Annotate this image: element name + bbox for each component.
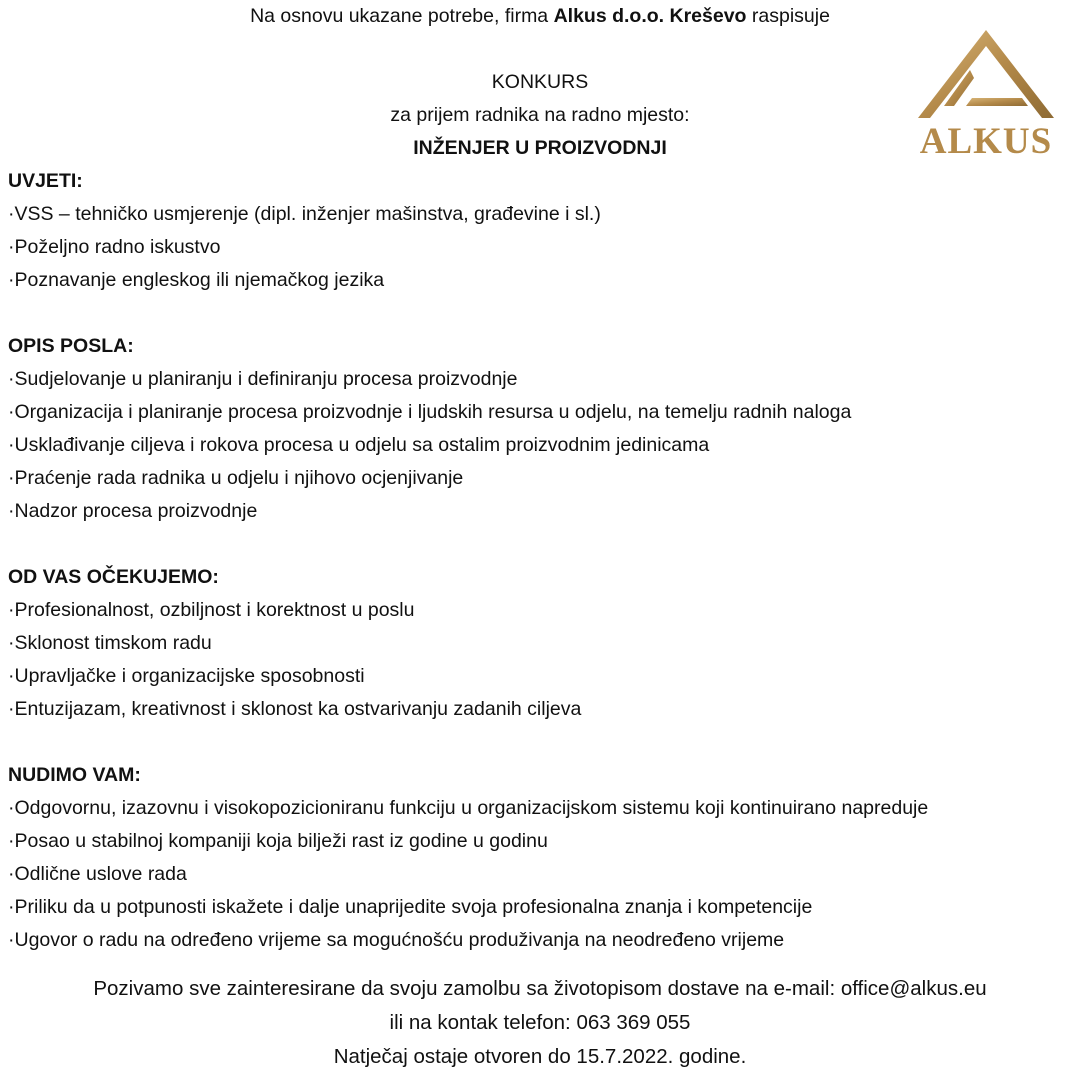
section-heading: NUDIMO VAM: <box>8 764 141 786</box>
triangle-logo-icon <box>914 26 1058 122</box>
list-item: ·Upravljačke i organizacijske sposobnosti <box>8 665 365 687</box>
list-item: ·Sklonost timskom radu <box>8 632 212 654</box>
title-konkurs: KONKURS <box>491 71 589 93</box>
list-item: ·Odgovornu, izazovnu i visokopozicioniranu funkciju u organizacijskom sistemu koji kontinuirano napreduje <box>8 797 929 819</box>
list-item: ·Nadzor procesa proizvodnje <box>8 500 258 522</box>
list-item: ·Poželjno radno iskustvo <box>8 236 221 258</box>
sections-container <box>8 165 1078 990</box>
footer-deadline: Natječaj ostaje otvoren do 15.7.2022. godine. <box>333 1045 747 1068</box>
list-item: ·Priliku da u potpunosti iskažete i dalje unaprijedite svoja profesionalna znanja i kompetencije <box>8 896 813 918</box>
list-item: ·Entuzijazam, kreativnost i sklonost ka ostvarivanju zadanih ciljeva <box>8 698 582 720</box>
list-item: ·Praćenje rada radnika u odjelu i njihovo ocjenjivanje <box>8 467 464 489</box>
section-opis-posla <box>8 330 1078 528</box>
intro-prefix: Na osnovu ukazane potrebe, firma <box>250 5 554 27</box>
footer-phone: ili na kontak telefon: 063 369 055 <box>389 1011 691 1034</box>
list-item: ·Ugovor o radu na određeno vrijeme sa mogućnošću produživanja na neodređeno vrijeme <box>8 929 785 951</box>
footer-invitation: Pozivamo sve zainteresirane da svoju zamolbu sa životopisom dostave na e-mail: office@alkus.eu <box>93 977 987 1000</box>
section-heading: UVJETI: <box>8 170 83 192</box>
section-heading: OPIS POSLA: <box>8 335 134 357</box>
logo-text: ALKUS <box>919 121 1053 162</box>
title-subtitle: za prijem radnika na radno mjesto: <box>390 104 690 126</box>
company-name: Alkus d.o.o. Kreševo <box>553 5 747 27</box>
section-uvjeti <box>8 165 1078 297</box>
list-item: ·VSS – tehničko usmjerenje (dipl. inženjer mašinstva, građevine i sl.) <box>8 203 601 225</box>
list-item: ·Organizacija i planiranje procesa proizvodnje i ljudskih resursa u odjelu, na temelju radnih naloga <box>8 401 852 423</box>
section-nudimo-vam <box>8 759 1078 957</box>
list-item: ·Usklađivanje ciljeva i rokova procesa u odjelu sa ostalim proizvodnim jedinicama <box>8 434 710 456</box>
intro-suffix: raspisuje <box>746 5 830 27</box>
section-heading: OD VAS OČEKUJEMO: <box>8 566 219 588</box>
position-title: INŽENJER U PROIZVODNJI <box>413 137 667 159</box>
footer-contact <box>0 972 1080 1074</box>
alkus-logo <box>914 26 1058 166</box>
list-item: ·Sudjelovanje u planiranju i definiranju procesa proizvodnje <box>8 368 518 390</box>
list-item: ·Profesionalnost, ozbiljnost i korektnost u poslu <box>8 599 415 621</box>
list-item: ·Poznavanje engleskog ili njemačkog jezika <box>8 269 385 291</box>
section-od-vas-ocekujemo <box>8 561 1078 726</box>
list-item: ·Posao u stabilnoj kompaniji koja bilježi rast iz godine u godinu <box>8 830 548 852</box>
list-item: ·Odlične uslove rada <box>8 863 187 885</box>
